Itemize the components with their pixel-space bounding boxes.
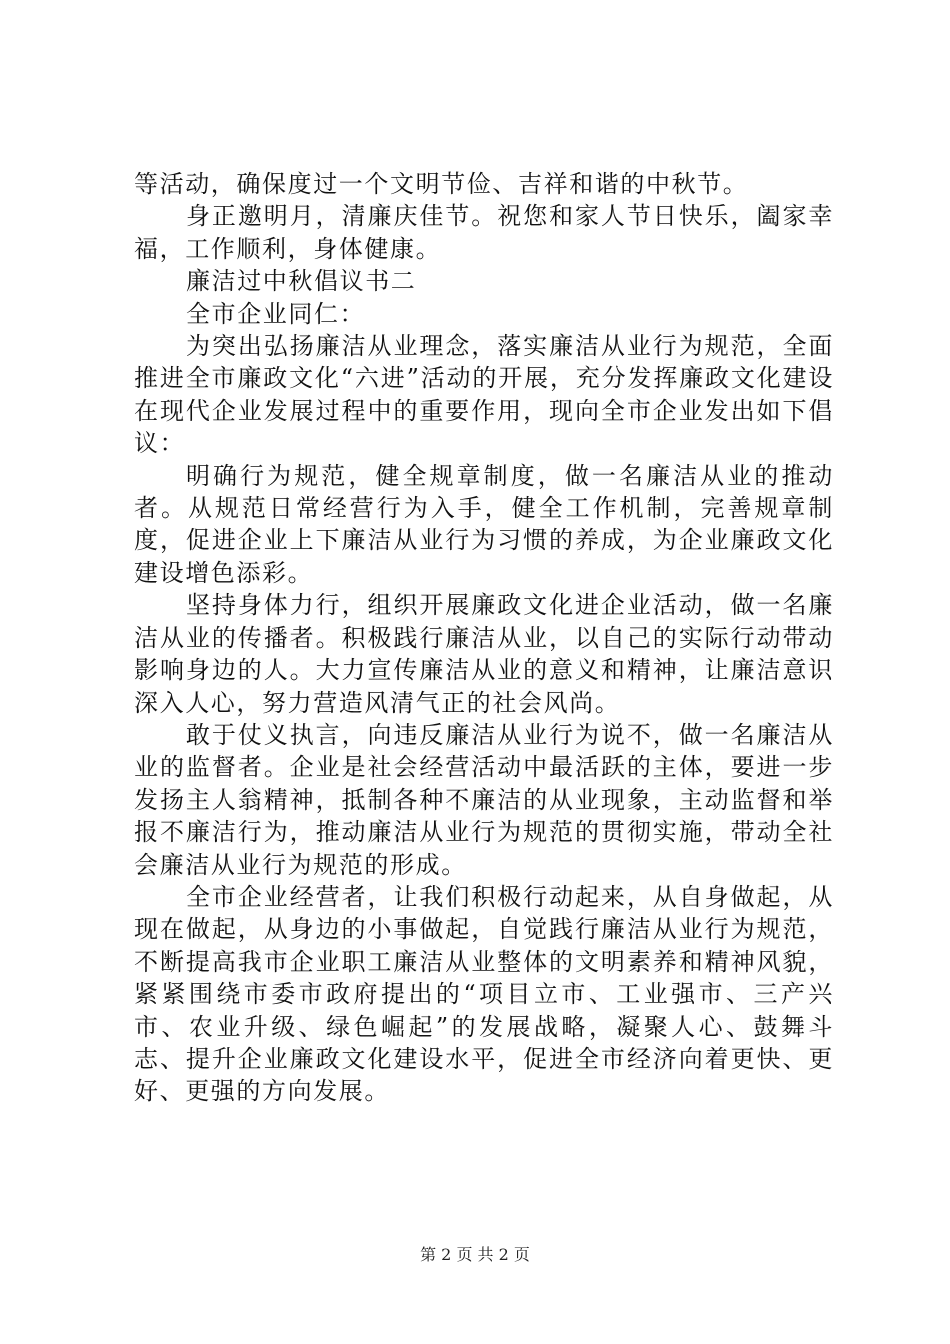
salutation: 全市企业同仁： [186,299,366,328]
document-body [134,168,834,1108]
paragraph-2: 身正邀明月，清廉庆佳节。祝您和家人节日快乐，阖家幸福，工作顺利，身体健康。 [134,202,834,263]
paragraph-6: 明确行为规范，健全规章制度，做一名廉洁从业的推动者。从规范日常经营行为入手，健全工作机制，完善规章制度，促进企业上下廉洁从业行为习惯的养成，为企业廉政文化建设增色添彩。 [134,461,834,587]
paragraph-5: 为突出弘扬廉洁从业理念，落实廉洁从业行为规范，全面推进全市廉政文化“六进”活动的开展，充分发挥廉政文化建设在现代企业发展过程中的重要作用，现向全市企业发出如下倡议： [134,332,834,458]
paragraph-9: 全市企业经营者，让我们积极行动起来，从自身做起，从现在做起，从身边的小事做起，自觉践行廉洁从业行为规范，不断提高我市企业职工廉洁从业整体的文明素养和精神风貌，紧紧围绕市委市政府提出的“项目立市、工业强市、三产兴市、农业升级、绿色崛起”的发展战略，凝聚人心、鼓舞斗志、提升企业廉政文化建设水平，促进全市经济向着更快、更好、更强的方向发展。 [134,882,834,1106]
paragraph-8: 敢于仗义执言，向违反廉洁从业行为说不，做一名廉洁从业的监督者。企业是社会经营活动中最活跃的主体，要进一步发扬主人翁精神，抵制各种不廉洁的从业现象，主动监督和举报不廉洁行为，推动廉洁从业行为规范的贯彻实施，带动全社会廉洁从业行为规范的形成。 [134,720,834,879]
page-footer [0,1245,950,1265]
paragraph-7: 坚持身体力行，组织开展廉政文化进企业活动，做一名廉洁从业的传播者。积极践行廉洁从业，以自己的实际行动带动影响身边的人。大力宣传廉洁从业的意义和精神，让廉洁意识深入人心，努力营造风清气正的社会风尚。 [134,591,834,717]
page-number: 第 2 页 共 2 页 [420,1245,530,1264]
section-title: 廉洁过中秋倡议书二 [186,267,417,296]
paragraph-1: 等活动，确保度过一个文明节俭、吉祥和谐的中秋节。 [134,170,749,198]
